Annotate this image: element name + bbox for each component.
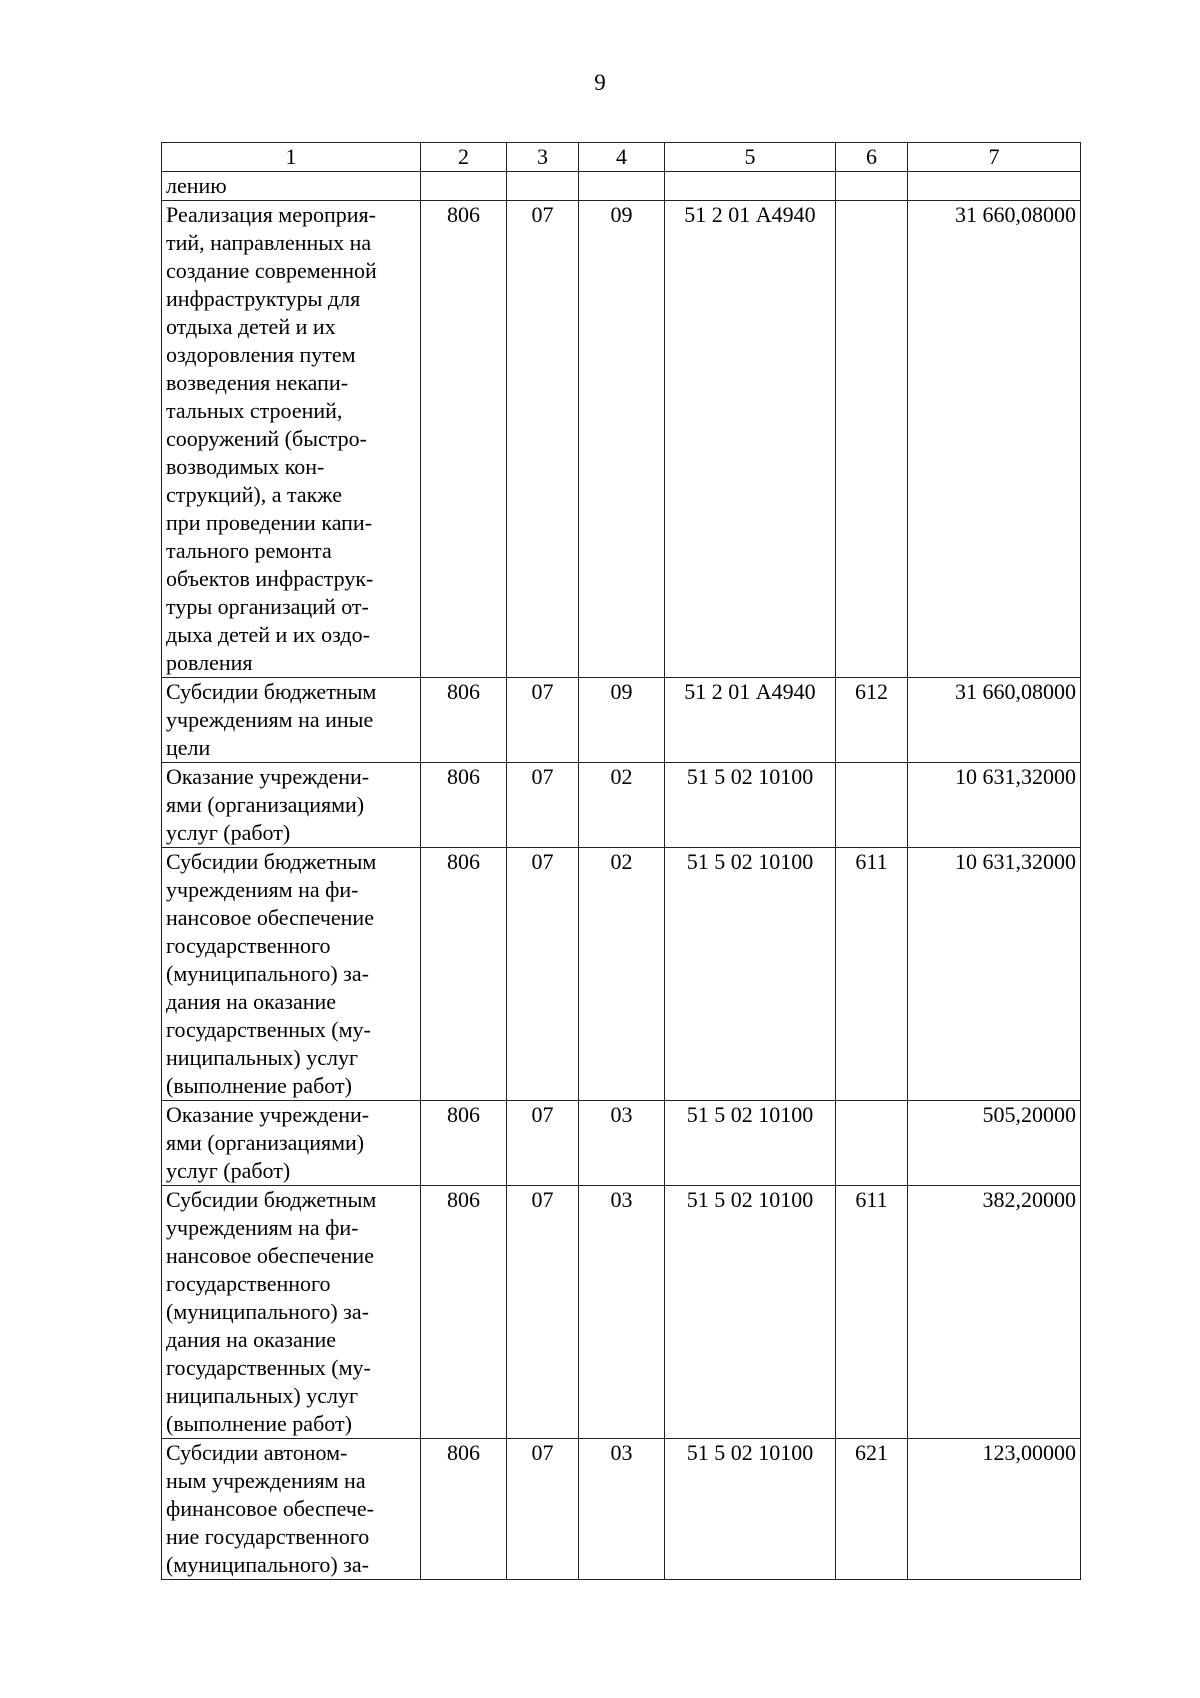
row-amount: 505,20000 xyxy=(908,1101,1081,1186)
row-name: Субсидии бюджетным учреждениям на фи- нансовое обеспечение государственного (муниципального) за- дания на оказание государственных (му- ниципальных) услуг (выполнение работ) xyxy=(166,1187,377,1436)
row-code-3: 07 xyxy=(507,763,579,848)
row-code-4 xyxy=(579,172,665,201)
header-col-7: 7 xyxy=(908,143,1081,172)
row-code-5: 51 5 02 10100 xyxy=(665,763,836,848)
row-name: Оказание учреждени- ями (организациями) услуг (работ) xyxy=(166,1102,370,1183)
row-code-4: 09 xyxy=(579,678,665,763)
row-code-2: 806 xyxy=(421,201,507,678)
table-row xyxy=(162,763,1081,848)
header-col-6: 6 xyxy=(836,143,908,172)
row-code-6: 612 xyxy=(836,678,908,763)
row-code-2: 806 xyxy=(421,1439,507,1580)
table-row xyxy=(162,678,1081,763)
row-name: Субсидии бюджетным учреждениям на фи- нансовое обеспечение государственного (муниципального) за- дания на оказание государственных (му- ниципальных) услуг (выполнение работ) xyxy=(166,849,377,1098)
row-amount: 382,20000 xyxy=(908,1186,1081,1439)
row-amount: 123,00000 xyxy=(908,1439,1081,1580)
row-code-3: 07 xyxy=(507,678,579,763)
row-code-6 xyxy=(836,1101,908,1186)
row-code-6 xyxy=(836,763,908,848)
row-code-4: 02 xyxy=(579,763,665,848)
row-code-2: 806 xyxy=(421,763,507,848)
row-code-2: 806 xyxy=(421,678,507,763)
row-code-5: 51 5 02 10100 xyxy=(665,1186,836,1439)
row-amount: 10 631,32000 xyxy=(908,763,1081,848)
row-code-4: 02 xyxy=(579,848,665,1101)
budget-table xyxy=(161,142,1081,1580)
row-code-5: 51 5 02 10100 xyxy=(665,1439,836,1580)
row-code-2: 806 xyxy=(421,1186,507,1439)
table-row xyxy=(162,1186,1081,1439)
row-code-4: 03 xyxy=(579,1439,665,1580)
header-row xyxy=(162,143,1081,172)
row-name: Субсидии автоном- ным учреждениям на финансовое обеспече- ние государственного (муниципального) за- xyxy=(166,1440,375,1577)
header-col-4: 4 xyxy=(579,143,665,172)
row-code-6: 611 xyxy=(836,1186,908,1439)
row-name: лению xyxy=(166,173,227,198)
row-code-2 xyxy=(421,172,507,201)
table-row xyxy=(162,848,1081,1101)
row-code-2: 806 xyxy=(421,1101,507,1186)
row-amount: 10 631,32000 xyxy=(908,848,1081,1101)
row-code-4: 03 xyxy=(579,1186,665,1439)
row-code-6: 621 xyxy=(836,1439,908,1580)
row-amount: 31 660,08000 xyxy=(908,678,1081,763)
row-code-4: 09 xyxy=(579,201,665,678)
header-col-1: 1 xyxy=(162,143,421,172)
page-number: 9 xyxy=(594,70,606,95)
row-code-3: 07 xyxy=(507,848,579,1101)
row-amount: 31 660,08000 xyxy=(908,201,1081,678)
row-code-6 xyxy=(836,201,908,678)
row-code-2: 806 xyxy=(421,848,507,1101)
row-code-3: 07 xyxy=(507,1101,579,1186)
row-name: Оказание учреждени- ями (организациями) услуг (работ) xyxy=(166,764,370,845)
table-row xyxy=(162,1439,1081,1580)
row-code-3: 07 xyxy=(507,1439,579,1580)
row-code-6: 611 xyxy=(836,848,908,1101)
row-code-4: 03 xyxy=(579,1101,665,1186)
row-code-3 xyxy=(507,172,579,201)
table-row xyxy=(162,172,1081,201)
row-code-3: 07 xyxy=(507,1186,579,1439)
table-row xyxy=(162,1101,1081,1186)
table-row xyxy=(162,201,1081,678)
header-col-5: 5 xyxy=(665,143,836,172)
row-name: Реализация мероприя- тий, направленных на создание современной инфраструктуры для отдыха детей и их оздоровления путем возведения некапи- тальных строений, сооружений (быстро- возводимых кон- струкций), а также при проведении капи- тального ремонта объектов инфраструк- туры организаций от- дыха детей и их оздо- ровления xyxy=(166,202,377,675)
row-code-3: 07 xyxy=(507,201,579,678)
row-code-5: 51 2 01 А4940 xyxy=(665,201,836,678)
header-col-3: 3 xyxy=(507,143,579,172)
row-amount xyxy=(908,172,1081,201)
row-code-5: 51 2 01 А4940 xyxy=(665,678,836,763)
row-code-5 xyxy=(665,172,836,201)
row-code-6 xyxy=(836,172,908,201)
row-code-5: 51 5 02 10100 xyxy=(665,1101,836,1186)
header-col-2: 2 xyxy=(421,143,507,172)
row-name: Субсидии бюджетным учреждениям на иные цели xyxy=(166,679,377,760)
row-code-5: 51 5 02 10100 xyxy=(665,848,836,1101)
